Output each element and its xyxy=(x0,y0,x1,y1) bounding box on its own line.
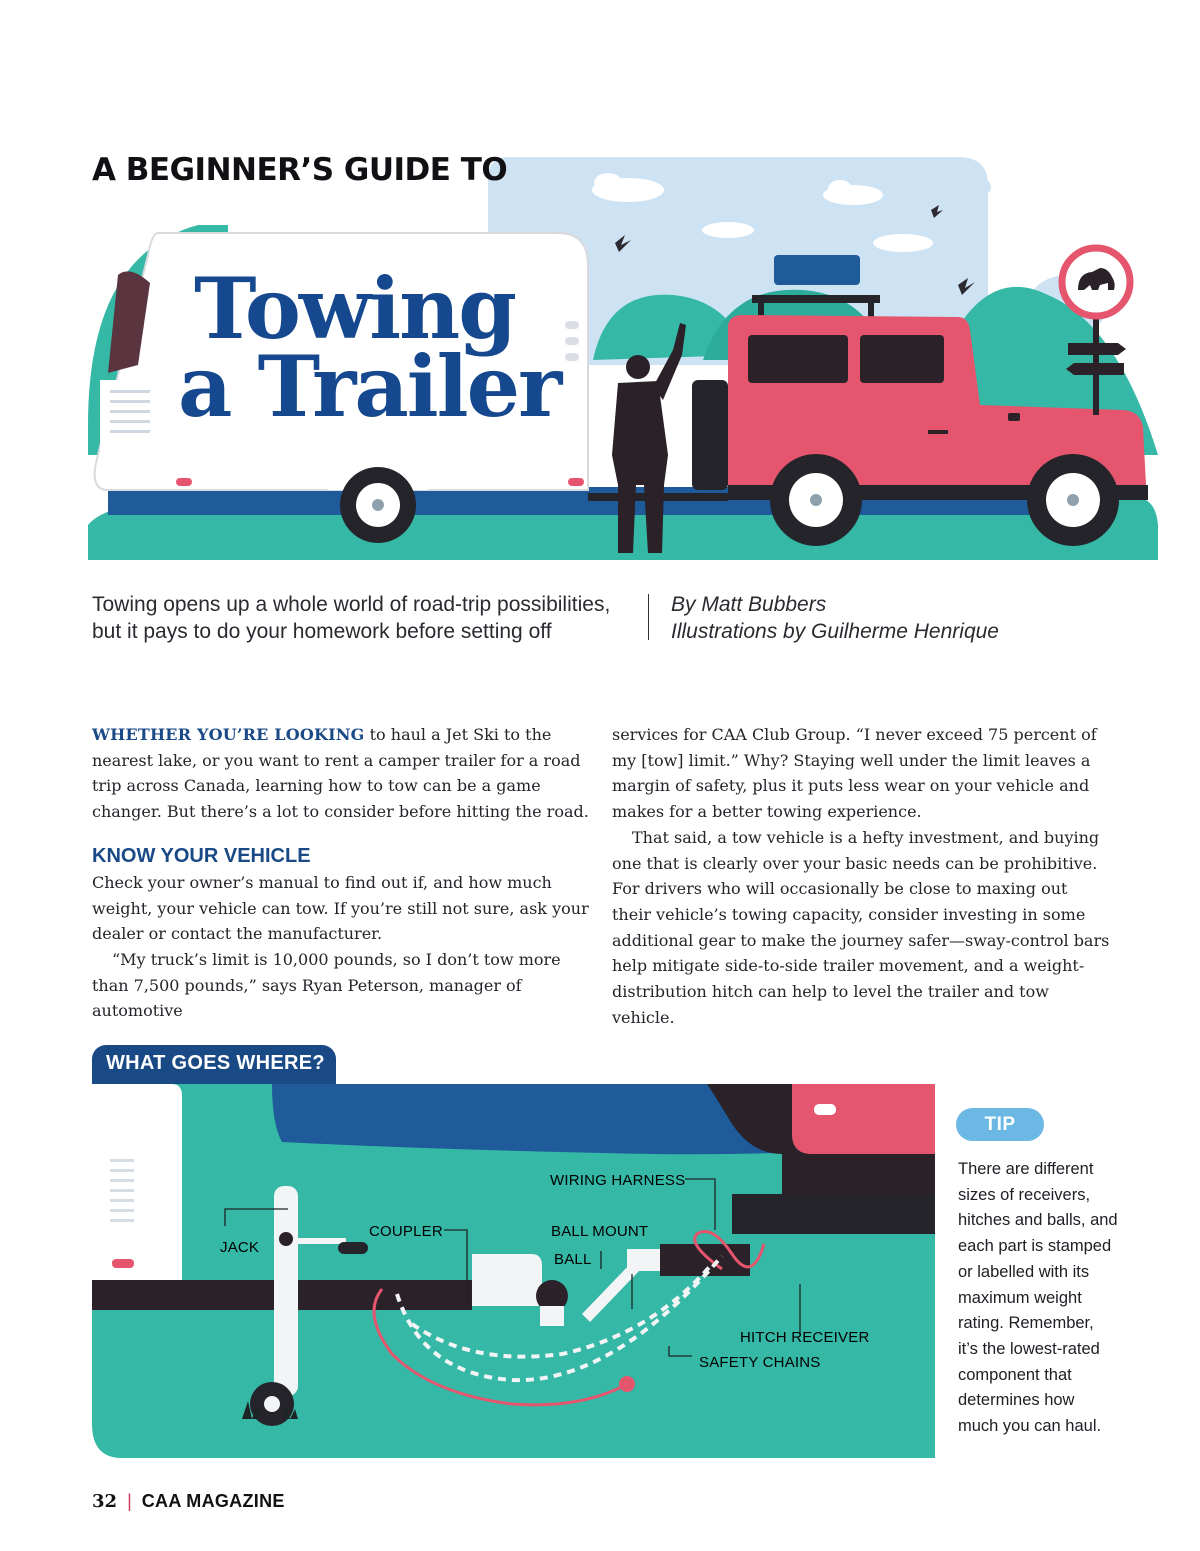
label-ball: BALL xyxy=(554,1251,592,1268)
title-line-1: Towing xyxy=(194,259,515,358)
article-column-right xyxy=(612,722,1110,1030)
article-paragraph: “My truck’s limit is 10,000 pounds, so I don’t tow more than 7,500 pounds,” says Ryan Peterson, manager of automotive xyxy=(92,949,561,1021)
kicker: A BEGINNER’S GUIDE TO xyxy=(92,152,508,188)
page-number: 32 xyxy=(92,1491,118,1512)
label-ball-mount: BALL MOUNT xyxy=(551,1223,649,1240)
article-column-left xyxy=(92,722,592,1024)
tip-badge xyxy=(956,1108,1044,1141)
label-jack: JACK xyxy=(220,1239,260,1256)
tip-label: TIP xyxy=(984,1113,1016,1135)
paragraph-text: to haul a Jet Ski to the nearest lake, or you want to rent a camper trailer for a road trip across Canada, learning how to tow can be a game changer. But there’s a lot to consider before hitting the road. xyxy=(92,725,589,822)
title-line-2: a Trailer xyxy=(178,337,561,436)
illustrator-credit: Illustrations by Guilherme Henrique xyxy=(671,620,999,643)
lead-in: WHETHER YOU’RE LOOKING xyxy=(92,725,365,744)
tip-text: There are different sizes of receivers, hitches and balls, and each part is stamped or labelled with its maximum weight rating. Remember, it’s the lowest-rated component that determines how much you can haul. xyxy=(958,1160,1118,1436)
folio xyxy=(92,1491,285,1512)
label-wiring-harness: WIRING HARNESS xyxy=(550,1172,686,1189)
hitch-diagram xyxy=(92,1084,935,1458)
folio-separator: | xyxy=(127,1491,132,1511)
magazine-name: CAA MAGAZINE xyxy=(141,1491,285,1511)
byline-block xyxy=(671,591,1091,645)
byline: By Matt Bubbers xyxy=(671,593,827,616)
article-paragraph: That said, a tow vehicle is a hefty investment, and buying one that is clearly over your basic needs can be prohibitive. For drivers who will occasionally be close to maxing out their vehicle’s towing capacity, consider investing in some additional gear to make the journey safer—sway-control bars help mitigate side-to-side trailer movement, and a weight-distribution hitch can help to level the trailer and tow vehicle. xyxy=(612,827,1110,1027)
section-heading: KNOW YOUR VEHICLE xyxy=(92,844,311,867)
page-title xyxy=(178,259,578,436)
article-paragraph xyxy=(92,722,592,825)
diagram-title: WHAT GOES WHERE? xyxy=(106,1052,325,1074)
byline-divider xyxy=(648,594,649,640)
article-paragraph: Check your owner’s manual to find out if, and how much weight, your vehicle can tow. If you’re still not sure, ask your dealer or contact the manufacturer. xyxy=(92,872,589,944)
dek: Towing opens up a whole world of road-trip possibilities, but it pays to do your homework before setting off xyxy=(92,593,611,643)
label-hitch-receiver: HITCH RECEIVER xyxy=(740,1329,870,1346)
label-safety-chains: SAFETY CHAINS xyxy=(699,1354,821,1371)
article-paragraph: services for CAA Club Group. “I never exceed 75 percent of my [tow] limit.” Why? Staying well under the limit leaves a margin of safety, plus it puts less wear on your vehicle and makes for a better towing experience. xyxy=(612,725,1097,822)
label-coupler: COUPLER xyxy=(369,1223,443,1240)
